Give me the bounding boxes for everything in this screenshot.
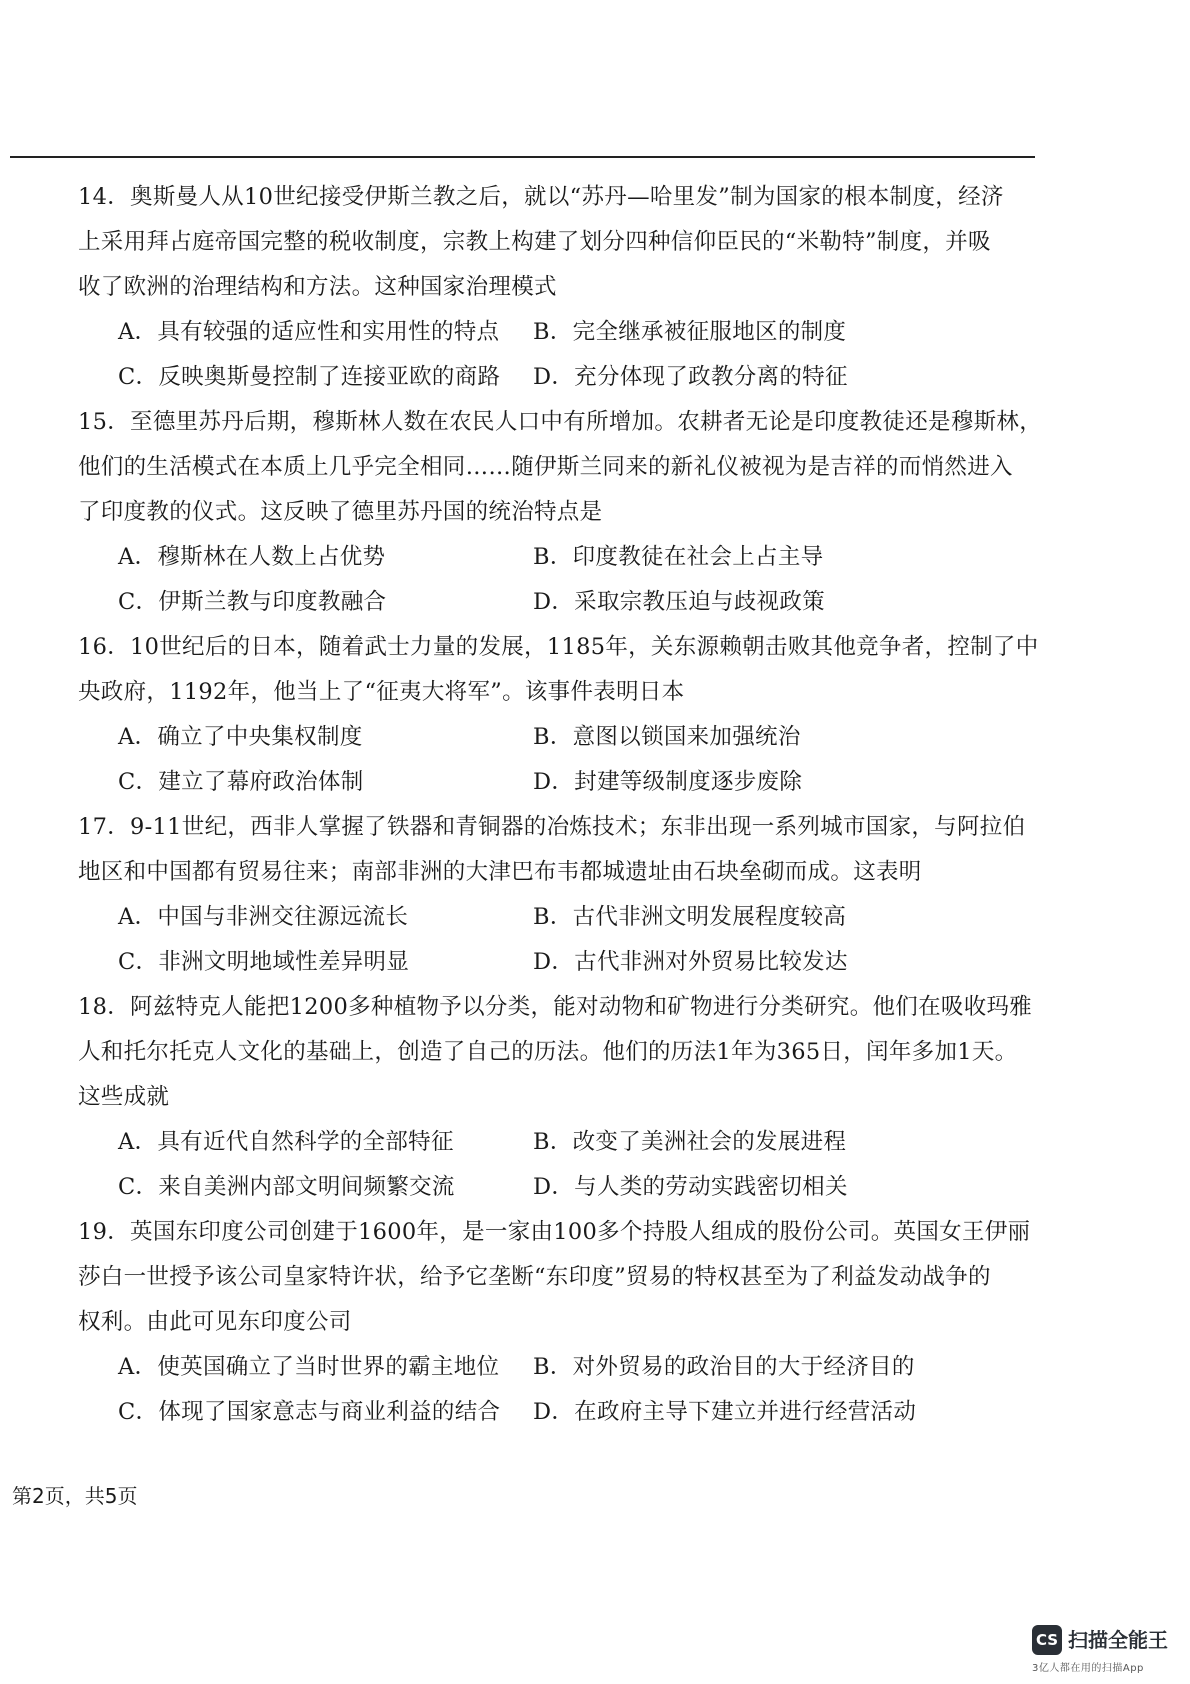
question-line: 央政府，1192年，他当上了“征夷大将军”。该事件表明日本 (78, 679, 685, 705)
question-line: 人和托尔托克人文化的基础上，创造了自己的历法。他们的历法1年为365日，闰年多加1天。 (78, 1039, 1018, 1065)
option-a: A．具有近代自然科学的全部特征 (118, 1129, 454, 1155)
option-b: B．完全继承被征服地区的制度 (533, 319, 847, 345)
option-c: C．非洲文明地域性差异明显 (118, 949, 410, 975)
watermark-tagline: 3亿人都在用的扫描App (1032, 1663, 1144, 1674)
question-line: 17．9-11世纪，西非人掌握了铁器和青铜器的冶炼技术；东非出现一系列城市国家，与阿拉伯 (78, 814, 1026, 840)
option-c: C．体现了国家意志与商业利益的结合 (118, 1399, 501, 1425)
option-a: A．确立了中央集权制度 (118, 724, 363, 750)
option-d: D．在政府主导下建立并进行经营活动 (533, 1399, 917, 1425)
question-line: 地区和中国都有贸易往来；南部非洲的大津巴布韦都城遗址由石块垒砌而成。这表明 (78, 859, 922, 885)
question-14 (78, 175, 1038, 400)
question-line: 上采用拜占庭帝国完整的税收制度，宗教上构建了划分四种信仰臣民的“米勒特”制度，并吸 (78, 229, 991, 255)
question-line: 收了欧洲的治理结构和方法。这种国家治理模式 (78, 274, 557, 300)
question-line: 19．英国东印度公司创建于1600年，是一家由100多个持股人组成的股份公司。英国女王伊丽 (78, 1219, 1031, 1245)
option-a: A．穆斯林在人数上占优势 (118, 544, 386, 570)
option-d: D．充分体现了政教分离的特征 (533, 364, 848, 390)
option-d: D．采取宗教压迫与歧视政策 (533, 589, 825, 615)
cs-logo-icon: CS (1032, 1625, 1062, 1655)
option-c: C．反映奥斯曼控制了连接亚欧的商路 (118, 364, 501, 390)
question-line: 16．10世纪后的日本，随着武士力量的发展，1185年，关东源赖朝击败其他竞争者，控制了中 (78, 634, 1039, 660)
scanner-watermark (1032, 1625, 1182, 1681)
option-c: C．来自美洲内部文明间频繁交流 (118, 1174, 455, 1200)
option-d: D．与人类的劳动实践密切相关 (533, 1174, 848, 1200)
question-line: 权利。由此可见东印度公司 (78, 1309, 352, 1335)
question-line: 他们的生活模式在本质上几乎完全相同……随伊斯兰同来的新礼仪被视为是吉祥的而悄然进入 (78, 454, 1013, 480)
option-a: A．使英国确立了当时世界的霸主地位 (118, 1354, 500, 1380)
option-a: A．中国与非洲交往源远流长 (118, 904, 409, 930)
option-b: B．改变了美洲社会的发展进程 (533, 1129, 847, 1155)
option-b: B．古代非洲文明发展程度较高 (533, 904, 847, 930)
page-number: 第2页，共5页 (12, 1484, 138, 1508)
question-line: 15．至德里苏丹后期，穆斯林人数在农民人口中有所增加。农耕者无论是印度教徒还是穆斯林， (78, 409, 1043, 435)
option-c: C．伊斯兰教与印度教融合 (118, 589, 387, 615)
question-16 (78, 625, 1038, 805)
question-17 (78, 805, 1038, 985)
option-d: D．古代非洲对外贸易比较发达 (533, 949, 848, 975)
question-19 (78, 1210, 1038, 1435)
option-b: B．对外贸易的政治目的大于经济目的 (533, 1354, 915, 1380)
watermark-name: 扫描全能王 (1068, 1628, 1168, 1652)
header-rule (10, 156, 1035, 158)
question-line: 这些成就 (78, 1084, 170, 1110)
question-line: 18．阿兹特克人能把1200多种植物予以分类，能对动物和矿物进行分类研究。他们在吸收玛雅 (78, 994, 1033, 1020)
question-18 (78, 985, 1038, 1210)
option-b: B．印度教徒在社会上占主导 (533, 544, 824, 570)
option-a: A．具有较强的适应性和实用性的特点 (118, 319, 500, 345)
option-b: B．意图以锁国来加强统治 (533, 724, 801, 750)
question-line: 14．奥斯曼人从10世纪接受伊斯兰教之后，就以“苏丹—哈里发”制为国家的根本制度，经济 (78, 184, 1004, 210)
question-15 (78, 400, 1043, 625)
question-line: 了印度教的仪式。这反映了德里苏丹国的统治特点是 (78, 499, 603, 525)
option-d: D．封建等级制度逐步废除 (533, 769, 803, 795)
option-c: C．建立了幕府政治体制 (118, 769, 364, 795)
question-line: 莎白一世授予该公司皇家特许状，给予它垄断“东印度”贸易的特权甚至为了利益发动战争的 (78, 1264, 991, 1290)
